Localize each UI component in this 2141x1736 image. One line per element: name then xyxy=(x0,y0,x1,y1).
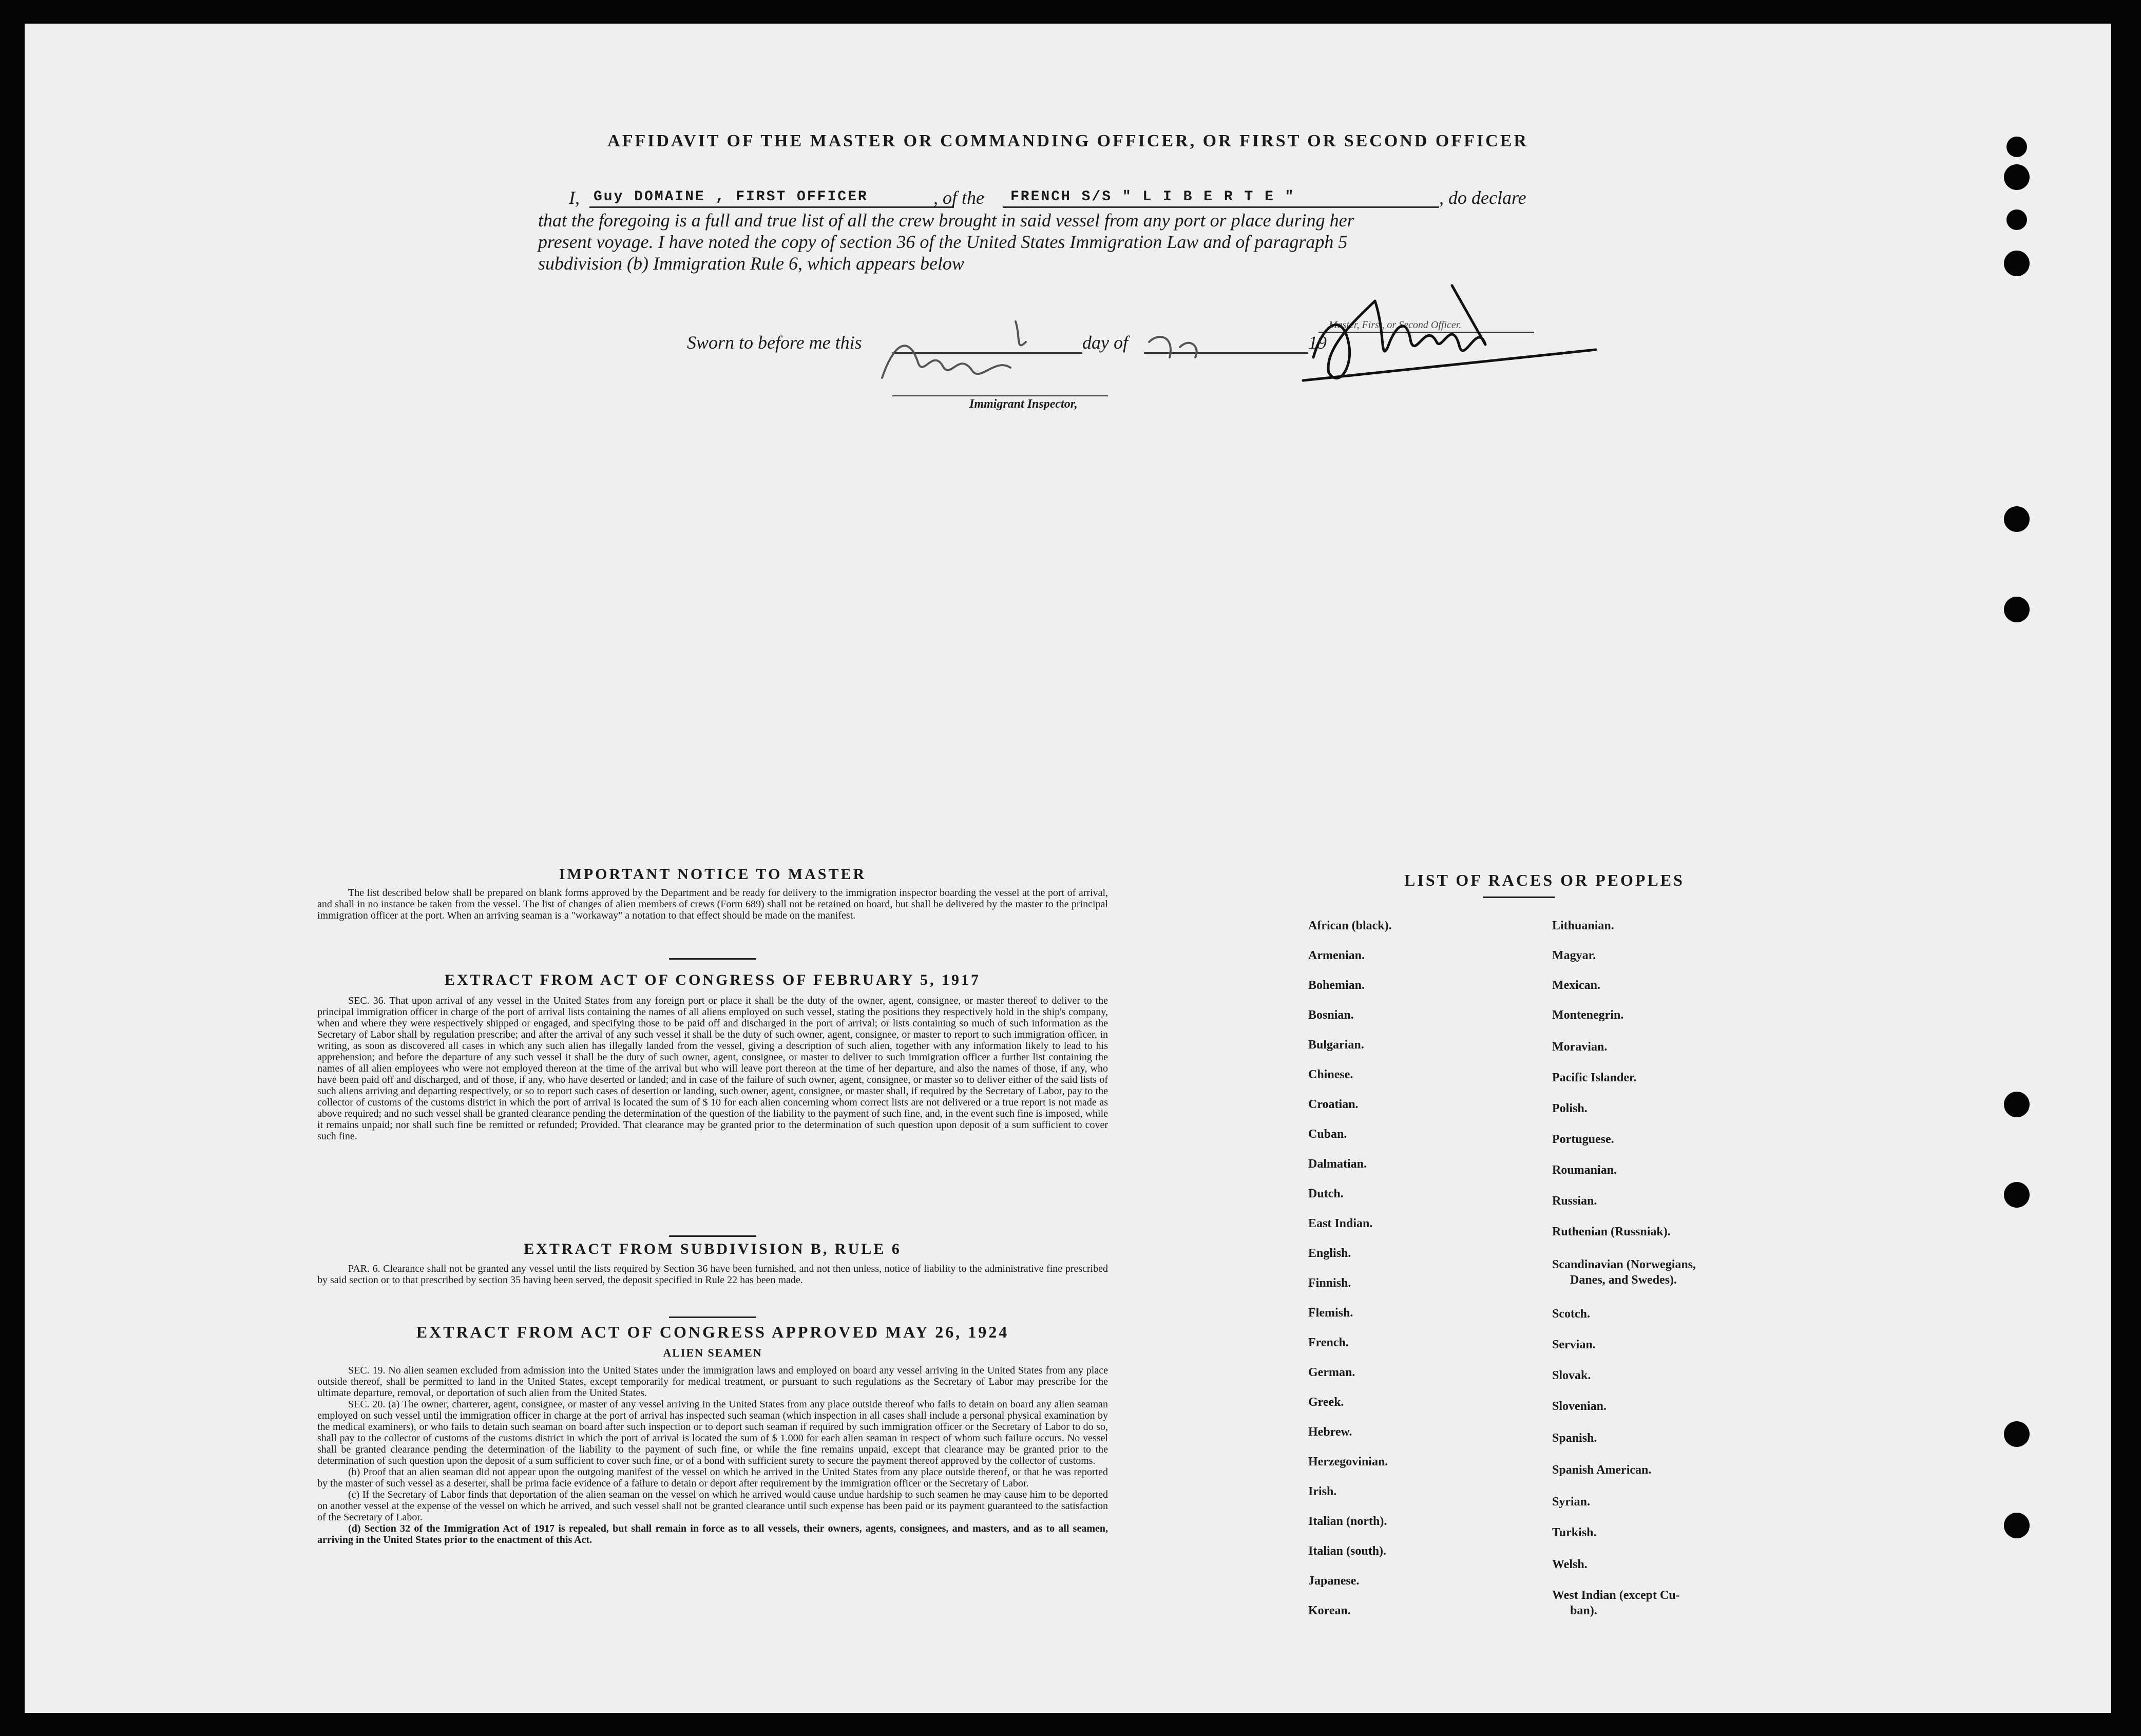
sworn-day-of: day of xyxy=(1082,332,1128,353)
extract-1924-paragraph: (b) Proof that an alien seaman did not appear upon the outgoing manifest of the vessel on which he arrived in the United States from any place outside thereof, or that he was reported by the master of such vessel as a deserter, shall be prima facie evidence of a failure to detain or deport after requirement by the immigration officer or the Secretary of Labor. xyxy=(317,1466,1108,1489)
punch-hole xyxy=(2004,1092,2030,1117)
race-item: Turkish. xyxy=(1552,1526,1597,1539)
race-item: Spanish. xyxy=(1552,1432,1597,1445)
race-item: Dalmatian. xyxy=(1308,1157,1367,1171)
race-item: Croatian. xyxy=(1308,1098,1359,1111)
notice-body xyxy=(317,887,1108,921)
document-page xyxy=(25,24,2111,1713)
extract-1917-paragraph: SEC. 36. That upon arrival of any vessel in the United States from any foreign port or place it shall be the duty of the owner, agent, consignee, or master thereof to deliver to the principal immigration officer in charge of the port of arrival lists containing the names of all aliens employed on such vessel, stating the positions they respectively hold in the ship's company, when and where they were respectively shipped or engaged, and specifying those to be paid off and discharged in the port of arrival; or lists containing so much of such information as the Secretary of Labor shall by regulation prescribe; and after the arrival of any such vessel it shall be the duty of such owner, agent, consignee, or master to report to such immigration officer, in writing, as soon as discovered all cases in which any such alien has illegally landed from the vessel, giving a description of such alien, together with any information likely to lead to his apprehension; and before the departure of any such vessel it shall be the duty of such owner, agent, consignee, or master to deliver to such immigration officer a further list containing the names of all alien employees who were not employed thereon at the time of the arrival but who will leave port thereon at the time of her departure, and also the names of those, if any, who have been paid off and discharged, and of those, if any, who have deserted or landed; and in case of the failure of such owner, agent, consignee, or master so to deliver either of the said lists of such aliens arriving and departing respectively, or so to report such cases of desertion or landing, such owner, agent, consignee, or master shall, if required by the Secretary of Labor, pay to the collector of customs of the customs district in which the port of arrival is located the sum of $ 10 for each alien concerning whom correct lists are not delivered or a true report is not made as above required; and no such vessel shall be granted clearance pending the determination of the question of the liability to the payment of such fine, and, in the event such fine is imposed, while it remains unpaid; nor shall such fine be remitted or refunded; Provided. That clearance may be granted prior to the determination of such question upon deposit of a sum sufficient to cover such fine. xyxy=(317,995,1108,1142)
race-item: Bosnian. xyxy=(1308,1008,1354,1022)
affidavit-i-label: I, xyxy=(569,187,580,208)
extract-1924-subtitle: ALIEN SEAMEN xyxy=(663,1346,762,1359)
race-item: Korean. xyxy=(1308,1604,1351,1617)
punch-hole xyxy=(2004,597,2030,622)
race-item: Bulgarian. xyxy=(1308,1038,1364,1052)
race-item: Italian (south). xyxy=(1308,1544,1387,1558)
race-item: Cuban. xyxy=(1308,1128,1347,1141)
affidavit-title: AFFIDAVIT OF THE MASTER OR COMMANDING OFFICER, OR FIRST OR SECOND OFFICER xyxy=(607,131,1528,150)
race-item: Scandinavian (Norwegians, xyxy=(1552,1258,1696,1271)
extract-rule6-paragraph: PAR. 6. Clearance shall not be granted any vessel until the lists required by Section 36 have been furnished, and not then unless, notice of liability to the administrative fine prescribed by said section or to that prescribed by section 35 having been served, the deposit specified in Rule 22 has been made. xyxy=(317,1263,1108,1286)
race-item: Irish. xyxy=(1308,1485,1337,1498)
extract-1917-body xyxy=(317,995,1108,1142)
race-item: Italian (north). xyxy=(1308,1515,1387,1528)
race-item: Welsh. xyxy=(1552,1558,1588,1571)
punch-hole xyxy=(2006,137,2027,157)
extract-1924-title: EXTRACT FROM ACT OF CONGRESS APPROVED MAY 26, 1924 xyxy=(416,1323,1009,1341)
race-item: Danes, and Swedes). xyxy=(1570,1273,1677,1287)
punch-hole xyxy=(2004,1513,2030,1538)
race-item: Syrian. xyxy=(1552,1495,1591,1509)
race-item: Spanish American. xyxy=(1552,1463,1652,1477)
race-item: German. xyxy=(1308,1366,1355,1379)
inspector-signature xyxy=(862,301,1349,404)
punch-hole xyxy=(2004,164,2030,190)
inspector-caption: Immigrant Inspector, xyxy=(969,397,1078,411)
vessel-name-typed: FRENCH S/S " L I B E R T E " xyxy=(1010,189,1295,205)
section-divider xyxy=(669,1317,756,1318)
punch-hole xyxy=(2004,251,2030,276)
name-fill-line xyxy=(589,206,954,208)
race-item: Lithuanian. xyxy=(1552,919,1614,932)
race-item: Chinese. xyxy=(1308,1068,1353,1081)
race-item: Slovak. xyxy=(1552,1369,1591,1382)
extract-1917-title: EXTRACT FROM ACT OF CONGRESS OF FEBRUARY 5, 1917 xyxy=(444,971,981,988)
extract-rule6-title: EXTRACT FROM SUBDIVISION B, RULE 6 xyxy=(524,1241,902,1257)
race-item: East Indian. xyxy=(1308,1217,1373,1230)
race-item: Dutch. xyxy=(1308,1187,1344,1200)
officer-caption: Master, First, or Second Officer. xyxy=(1329,319,1462,331)
race-item: Roumanian. xyxy=(1552,1163,1617,1177)
sworn-label: Sworn to before me this xyxy=(687,332,862,353)
race-item: Polish. xyxy=(1552,1102,1588,1115)
affidavit-do-declare: , do declare xyxy=(1439,187,1526,208)
vessel-fill-line xyxy=(1003,206,1439,208)
affidavit-of-the: , of the xyxy=(933,187,984,208)
punch-hole xyxy=(2004,506,2030,532)
notice-title: IMPORTANT NOTICE TO MASTER xyxy=(559,866,867,883)
punch-hole xyxy=(2004,1421,2030,1447)
race-item: Flemish. xyxy=(1308,1306,1353,1320)
extract-1924-paragraph: (c) If the Secretary of Labor finds that deportation of the alien seaman on the vessel on which he arrived would cause undue hardship to such seamen he may cause him to be deported on another vessel at the expense of the vessel on which he arrived, and such vessel shall not be granted clearance until such expense has been paid or its payment guaranteed to the satisfaction of the Secretary of Labor. xyxy=(317,1489,1108,1523)
race-item: Finnish. xyxy=(1308,1276,1351,1290)
race-item: Herzegovinian. xyxy=(1308,1455,1388,1468)
race-item: French. xyxy=(1308,1336,1349,1349)
race-item: ban). xyxy=(1570,1604,1597,1617)
extract-1924-paragraph: (d) Section 32 of the Immigration Act of 1917 is repealed, but shall remain in force as to all vessels, their owners, agents, consignees, and masters, and as to all seamen, arriving in the United States prior to the enactment of this Act. xyxy=(317,1523,1108,1546)
race-item: Slovenian. xyxy=(1552,1400,1607,1413)
extract-1924-paragraph: SEC. 19. No alien seamen excluded from admission into the United States under the immigration laws and employed on board any vessel arriving in the United States from any place outside thereof, shall be permitted to land in the United States, except temporarily for medical treatment, or pursuant to such regulations as the Secretary of Labor may prescribe for the ultimate departure, removal, or deportation of such alien from the United States. xyxy=(317,1365,1108,1399)
section-divider xyxy=(1483,896,1555,898)
affidavit-line-2: that the foregoing is a full and true list of all the crew brought in said vessel from any port or place during her xyxy=(538,210,1354,231)
extract-1924-paragraph: SEC. 20. (a) The owner, charterer, agent, consignee, or master of any vessel arriving in the United States from any place outside thereof who fails to detain on board any alien seaman employed on such vessel until the immigration officer in charge at the port of arrival has inspected such seaman (which inspection in all cases shall include a personal physical examination by the medical examiners), or who fails to detain such seaman on board after such inspection or to deport such seaman if required by such immigration officer or the Secretary of Labor to do so, shall pay to the collector of customs of the customs district in which the port of arrival is located the sum of $ 1.000 for each alien seaman in respect of whom such failure occurs. No vessel shall be granted clearance pending the determination of the liability to the payment of such fine, or while the fine remains unpaid, except that clearance may be granted prior to the determination of such question upon the deposit of a sum sufficient to cover such fine, or of a bond with sufficient surety to secure the payment thereof approved by the collector of customs. xyxy=(317,1399,1108,1466)
races-title: LIST OF RACES OR PEOPLES xyxy=(1404,871,1685,889)
race-item: Scotch. xyxy=(1552,1307,1590,1321)
race-item: Japanese. xyxy=(1308,1574,1360,1588)
race-item: Bohemian. xyxy=(1308,979,1365,992)
punch-hole xyxy=(2004,1182,2030,1208)
race-item: Mexican. xyxy=(1552,979,1600,992)
sworn-year-prefix: 19 xyxy=(1308,332,1327,353)
race-item: Servian. xyxy=(1552,1338,1596,1351)
race-item: Portuguese. xyxy=(1552,1133,1614,1146)
section-divider xyxy=(669,958,756,960)
race-item: English. xyxy=(1308,1247,1351,1260)
extract-1924-body xyxy=(317,1365,1108,1546)
race-item: Moravian. xyxy=(1552,1040,1608,1054)
affidavit-line-4: subdivision (b) Immigration Rule 6, which appears below xyxy=(538,253,964,274)
race-item: West Indian (except Cu- xyxy=(1552,1589,1680,1602)
race-item: Montenegrin. xyxy=(1552,1008,1624,1022)
bleed-through-text xyxy=(343,84,351,108)
notice-paragraph: The list described below shall be prepared on blank forms approved by the Department and be ready for delivery to the immigration inspector boarding the vessel at the port of arrival, and shall in no instance be taken from the vessel. The list of changes of alien members of crews (Form 689) shall not be retained on board, but shall be delivered by the master to the principal immigration officer at the port. When an arriving seaman is a "workaway" a notation to that effect should be made on the manifest. xyxy=(317,887,1108,921)
race-item: Armenian. xyxy=(1308,949,1365,962)
affidavit-line-3: present voyage. I have noted the copy of section 36 of the United States Immigration Law and of paragraph 5 xyxy=(538,232,1348,252)
extract-rule6-body xyxy=(317,1263,1108,1286)
race-item: Pacific Islander. xyxy=(1552,1071,1637,1084)
race-item: Russian. xyxy=(1552,1194,1597,1208)
race-item: Greek. xyxy=(1308,1396,1344,1409)
section-divider xyxy=(669,1235,756,1237)
race-item: Ruthenian (Russniak). xyxy=(1552,1225,1671,1238)
race-item: Magyar. xyxy=(1552,949,1596,962)
inspector-signature-line xyxy=(892,395,1108,396)
master-name-typed: Guy DOMAINE , FIRST OFFICER xyxy=(594,189,868,205)
race-item: African (black). xyxy=(1308,919,1392,932)
race-item: Hebrew. xyxy=(1308,1425,1352,1439)
punch-hole xyxy=(2006,209,2027,230)
